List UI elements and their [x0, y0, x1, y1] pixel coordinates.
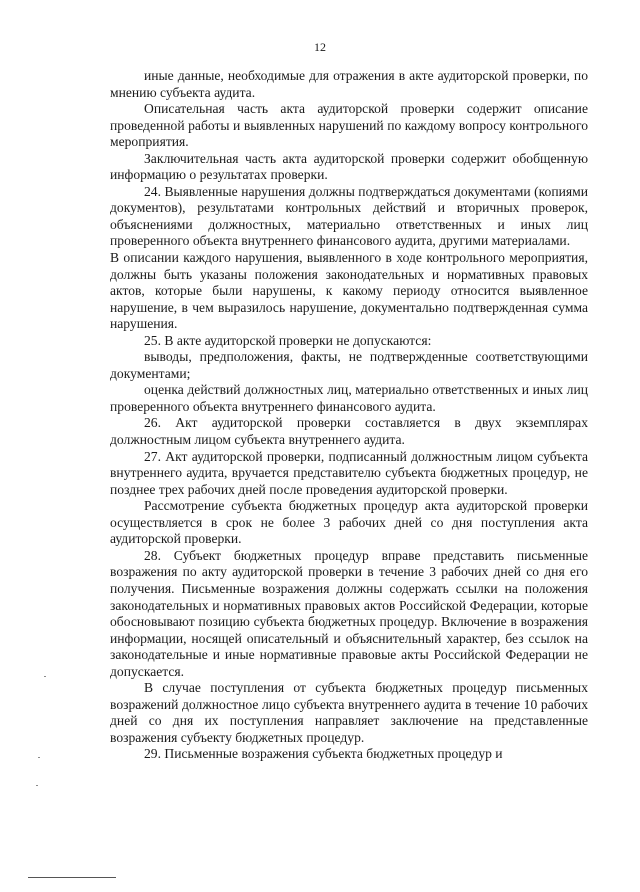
paragraph: 29. Письменные возражения субъекта бюджетных процедур и	[144, 746, 503, 762]
paragraph: 26. Акт аудиторской проверки составляется в двух экземплярах должностным лицом субъекта внутреннего аудита.	[110, 415, 588, 448]
paragraph: оценка действий должностных лиц, материально ответственных и иных лиц проверенного объекта внутреннего финансового аудита.	[110, 382, 588, 414]
paragraph: 27. Акт аудиторской проверки, подписанный должностным лицом субъекта внутреннего аудита, вручается представителю субъекта бюджетных процедур, не позднее трех рабочих дней после проведения аудиторской проверки.	[110, 448, 588, 497]
page-number: 12	[314, 40, 326, 54]
paragraph: иные данные, необходимые для отражения в акте аудиторской проверки, по мнению субъекта аудита.	[110, 68, 588, 100]
paragraph: Заключительная часть акта аудиторской проверки содержит обобщенную информацию о результатах проверки.	[110, 150, 588, 183]
paragraph: Описательная часть акта аудиторской проверки содержит описание проведенной работы и выявленных нарушений по каждому вопросу контрольного мероприятия.	[110, 101, 588, 150]
paragraph: 25. В акте аудиторской проверки не допускаются:	[144, 332, 432, 348]
paragraph: 28. Субъект бюджетных процедур вправе представить письменные возражения по акту аудиторской проверки в течение 3 рабочих дней со дня его получения. Письменные возражения должны содержать ссылки на положения законодательных и нормативных правовых актов Российской Федерации, которые обосновывают позицию субъекта бюджетных процедур. Включение в возражения информации, носящей описательный и объяснительный характер, без ссылок на законодательные и иные нормативные правовые акты Российской Федерации не допускается.	[110, 547, 588, 679]
scan-speck	[38, 757, 40, 758]
paragraph: В описании каждого нарушения, выявленного в ходе контрольного мероприятия, должны быть указаны положения законодательных и нормативных правовых актов, которые были нарушены, к какому периоду относится выявленное нарушение, в чем выразилось нарушение, документально подтвержденная сумма нарушения.	[110, 250, 588, 332]
paragraph: Рассмотрение субъекта бюджетных процедур акта аудиторской проверки осуществляется в срок не более 3 рабочих дней со дня поступления акта аудиторской проверки.	[110, 498, 588, 547]
paragraph: В случае поступления от субъекта бюджетных процедур письменных возражений должностное лицо субъекта внутреннего аудита в течение 10 рабочих дней со дня их поступления направляет заключение на представленные возражения субъекту бюджетных процедур.	[110, 680, 588, 745]
footnote-rule	[28, 877, 116, 878]
scan-speck	[36, 785, 38, 786]
document-body	[110, 68, 588, 763]
paragraph: выводы, предположения, факты, не подтвержденные соответствующими документами;	[110, 349, 588, 381]
paragraph: 24. Выявленные нарушения должны подтверждаться документами (копиями документов), результатами контрольных действий и вторичных проверок, объяснениями должностных, материально ответственных и иных лиц проверенного объекта внутреннего финансового аудита, другими материалами.	[110, 183, 588, 249]
scan-speck	[44, 676, 46, 677]
